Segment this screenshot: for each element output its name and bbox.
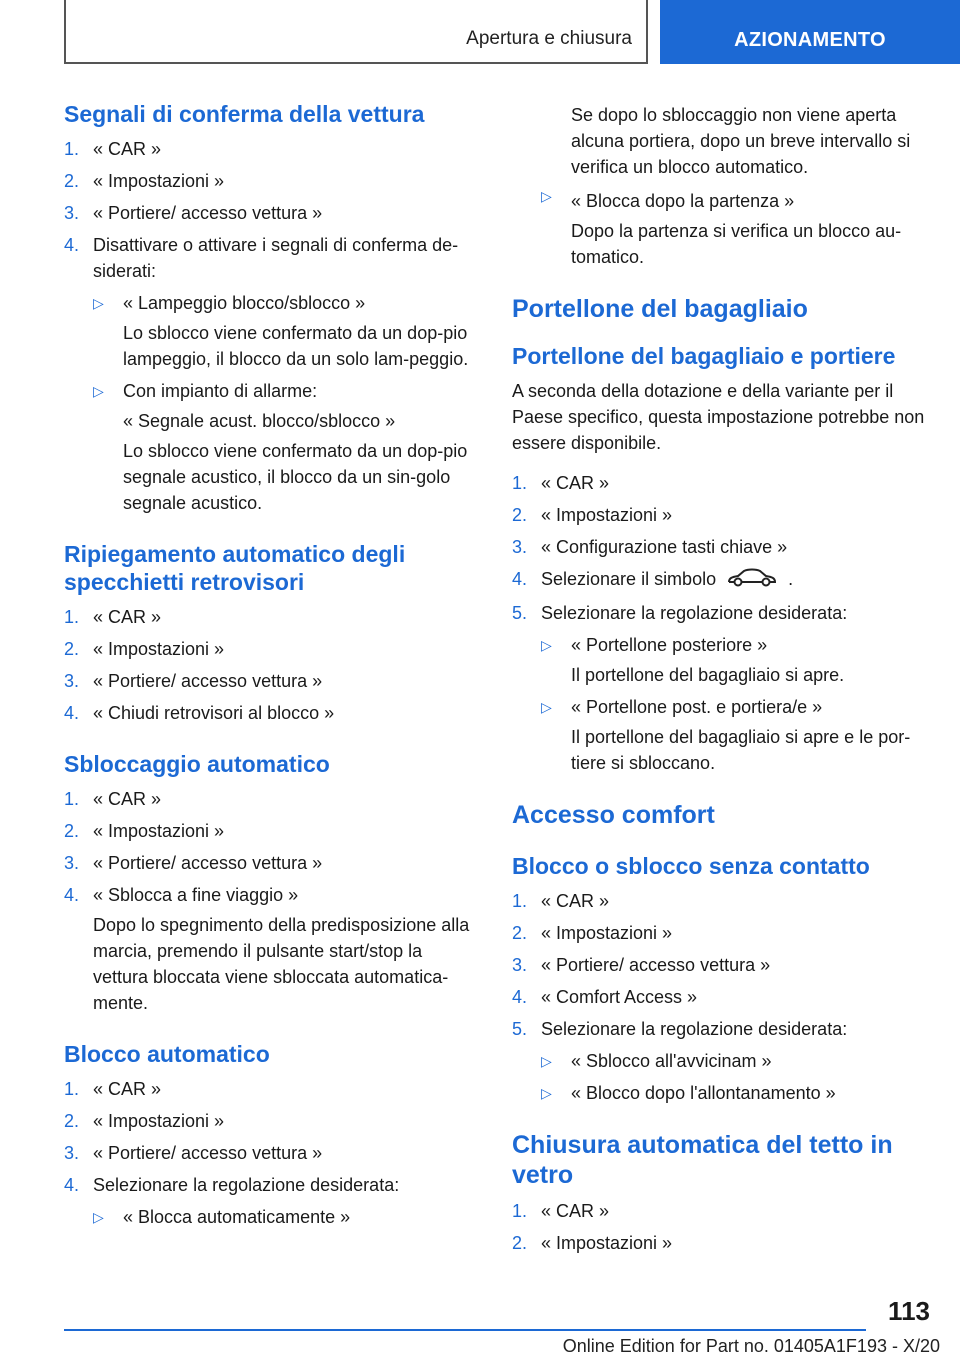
list-item: 2. « Impostazioni » [64,821,225,841]
list-item: 4. « Sblocca a fine viaggio » Dopo lo spegnimento della predisposizione alla marcia, premendo il pulsante start/stop la vettura bloccata viene sbloccata automatica-mente. [64,882,478,1016]
list-item: 3. « Portiere/ accesso vettura » [64,853,323,873]
list-item: 4. Selezionare il simbolo . [512,566,932,594]
car-outline-icon [726,567,778,594]
section-title: Portellone del bagagliaio e portiere [512,343,896,369]
section-title: Blocco o sblocco senza contatto [512,852,870,879]
section-title: Blocco automatico [64,1041,270,1067]
list-item: 3. « Portiere/ accesso vettura » [64,203,323,223]
chapter-heading: Accesso comfort [512,800,715,829]
chapter-heading: Chiusura automatica del tetto in vetro [512,1130,893,1189]
left-column [64,100,478,1236]
list-item: 2. « Impostazioni » [64,1111,225,1131]
steps-list [64,786,478,1016]
list-item: 2. « Impostazioni » [512,1232,673,1253]
triangle-right-icon: ▷ [541,1084,552,1101]
list-item: 1. « CAR » [64,139,162,159]
list-item: 1. « CAR » [64,607,162,627]
sub-option: ▷ « Blocco dopo l'allontanamento » [541,1080,932,1106]
header-section-box [64,0,648,64]
sub-option: ▷ « Lampeggio blocco/sblocco » Lo sblocco viene confermato da un dop-pio lampeggio, il blocco da un solo lam-peggio. [93,290,478,372]
continued-text: Se dopo lo sbloccaggio non viene aperta alcuna portiera, dopo un breve intervallo si verifica un blocco automatico. ▷ « Blocca dopo la partenza » Dopo la partenza si verifica un blocco au-tomatico. [512,102,932,270]
section-title: Ripiegamento automatico degli specchietti retrovisori [64,541,406,595]
list-item: 2. « Impostazioni » [64,171,225,191]
steps-list [512,1198,932,1256]
triangle-right-icon: ▷ [541,698,552,715]
list-item: 3. « Portiere/ accesso vettura » [64,1143,323,1163]
list-item: 4. « Chiudi retrovisori al blocco » [64,703,335,723]
right-column [512,102,932,1262]
triangle-right-icon: ▷ [541,188,552,204]
list-item: 1. « CAR » [512,1200,610,1221]
sub-option: ▷ « Sblocco all'avvicinam » [541,1048,932,1074]
list-item: 1. « CAR » [64,1079,162,1099]
triangle-right-icon: ▷ [541,1052,552,1069]
chapter-heading: Portellone del bagagliaio [512,295,808,323]
list-item: 4. Selezionare la regolazione desiderata: ▷ « Blocca automaticamente » [64,1172,478,1230]
footer-divider [64,1329,866,1331]
sub-option: ▷ Con impianto di allarme: « Segnale acust. blocco/sblocco » Lo sblocco viene confermato da un dop-pio segnale acustico, il blocco da un sin-golo segnale acustico. [93,378,478,516]
list-item: 2. « Impostazioni » [512,505,673,525]
list-item: 5. Selezionare la regolazione desiderata: ▷ « Sblocco all'avvicinam » ▷ « Blocco dopo l'allontanamento » [512,1016,932,1106]
list-item: 3. « Configurazione tasti chiave » [512,537,788,557]
list-item: 2. « Impostazioni » [64,639,225,659]
triangle-right-icon: ▷ [93,295,104,311]
steps-list [64,1076,478,1230]
triangle-right-icon: ▷ [93,383,104,399]
section-intro: A seconda della dotazione e della variante per il Paese specifico, questa impostazione potrebbe non essere disponibile. [512,381,925,453]
header-chapter-title: AZIONAMENTO [734,29,886,51]
list-item: 4. « Comfort Access » [512,986,698,1007]
step-note: Dopo lo spegnimento della predisposizione alla marcia, premendo il pulsante start/stop la vettura bloccata viene sbloccata automatica-mente. [93,915,470,1013]
sub-option: ▷ « Portellone post. e portiera/e » Il portellone del bagagliaio si apre e le por-tiere si sbloccano. [541,694,932,776]
section-title: Sbloccaggio automatico [64,751,330,777]
sub-option: ▷ « Portellone posteriore » Il portellone del bagagliaio si apre. [541,632,932,688]
steps-list [64,604,478,726]
list-item: 4. Disattivare o attivare i segnali di conferma de-siderati: ▷ « Lampeggio blocco/sblocco » Lo sblocco viene confermato da un dop-pio lampeggio, il blocco da un solo lam-peggio. ▷ Con impianto di allarme: « Segnale acust. blocco/sblocco » Lo sblocco viene confermato da un dop-pio segnale acustico, il blocco da un sin-golo segnale acustico. [64,232,478,516]
triangle-right-icon: ▷ [541,636,552,653]
list-item: 3. « Portiere/ accesso vettura » [512,954,771,975]
list-item: 1. « CAR » [512,473,610,493]
list-item: 1. « CAR » [64,789,162,809]
steps-list [64,136,478,516]
steps-list [512,470,932,776]
sub-option: ▷ « Blocca automaticamente » [93,1204,478,1230]
steps-list [512,888,932,1106]
section-title: Segnali di conferma della vettura [64,101,425,127]
list-item: 3. « Portiere/ accesso vettura » [64,671,323,691]
sub-option: ▷ « Blocca dopo la partenza » Dopo la partenza si verifica un blocco au-tomatico. [541,188,902,267]
list-item: 1. « CAR » [512,890,610,911]
footer-edition: Online Edition for Part no. 01405A1F193 - X/20 [562,1336,940,1356]
list-item: 5. Selezionare la regolazione desiderata: ▷ « Portellone posteriore » Il portellone del bagagliaio si apre. ▷ « Portellone post. e portiera/e » Il portellone del bagagliaio si apre e le por-tiere si sbloccano. [512,600,932,776]
page-number: 113 [888,1296,930,1326]
header-chapter-tab [660,0,960,64]
list-item: 2. « Impostazioni » [512,922,673,943]
triangle-right-icon: ▷ [93,1209,104,1225]
header-section-title: Apertura e chiusura [466,28,632,49]
